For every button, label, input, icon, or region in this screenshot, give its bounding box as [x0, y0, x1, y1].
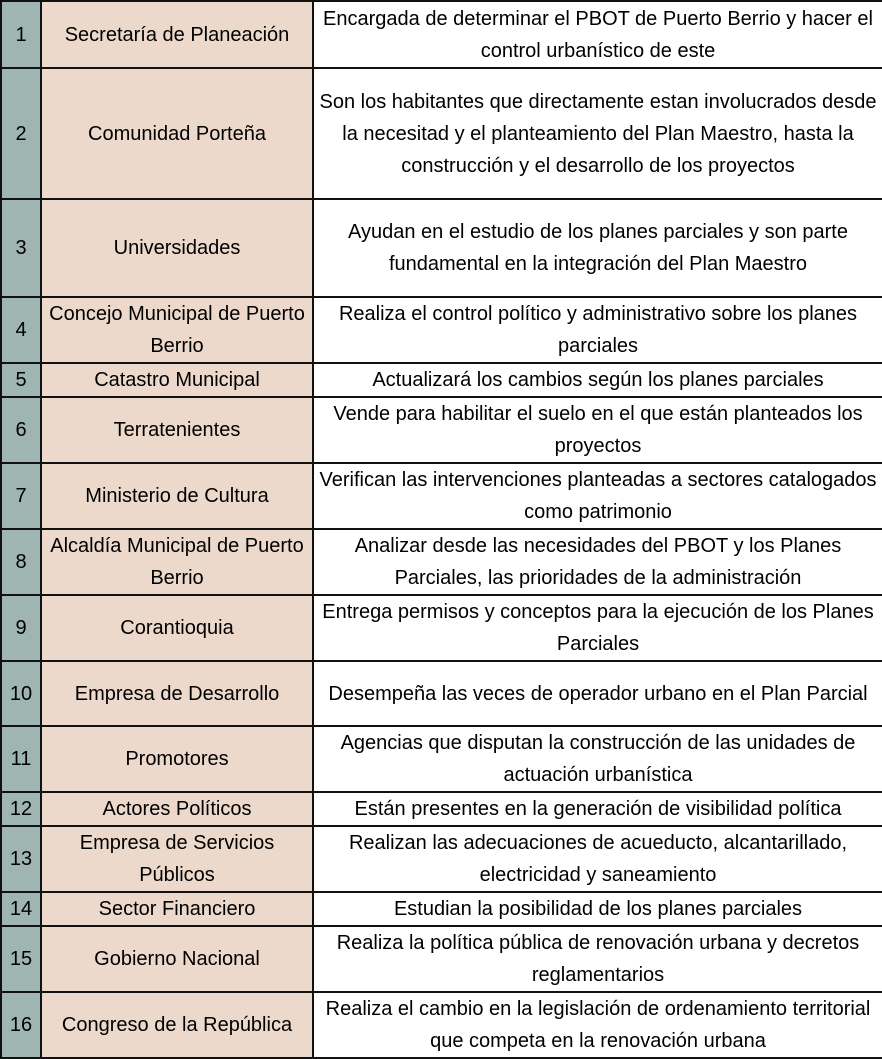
actor-description: Realiza la política pública de renovación urbana y decretos reglamentarios [313, 926, 882, 992]
actor-name: Catastro Municipal [41, 363, 313, 397]
actor-description: Analizar desde las necesidades del PBOT y los Planes Parciales, las prioridades de la administración [313, 529, 882, 595]
table-row [1, 297, 882, 363]
table-row [1, 397, 882, 463]
actor-description: Vende para habilitar el suelo en el que están planteados los proyectos [313, 397, 882, 463]
actor-name: Concejo Municipal de Puerto Berrio [41, 297, 313, 363]
actor-description: Son los habitantes que directamente estan involucrados desde la necesitad y el planteamiento del Plan Maestro, hasta la construcción y el desarrollo de los proyectos [313, 68, 882, 199]
table-row [1, 826, 882, 892]
row-number: 9 [1, 595, 41, 661]
actor-name: Empresa de Desarrollo [41, 661, 313, 726]
actor-name: Gobierno Nacional [41, 926, 313, 992]
table-row [1, 792, 882, 826]
row-number: 12 [1, 792, 41, 826]
actor-name: Corantioquia [41, 595, 313, 661]
actor-description: Están presentes en la generación de visibilidad política [313, 792, 882, 826]
table-row [1, 726, 882, 792]
table-row [1, 529, 882, 595]
actor-name: Terratenientes [41, 397, 313, 463]
row-number: 6 [1, 397, 41, 463]
actor-description: Encargada de determinar el PBOT de Puerto Berrio y hacer el control urbanístico de este [313, 1, 882, 68]
table-row [1, 1, 882, 68]
actor-description: Realizan las adecuaciones de acueducto, alcantarillado, electricidad y saneamiento [313, 826, 882, 892]
row-number: 8 [1, 529, 41, 595]
actor-description: Ayudan en el estudio de los planes parciales y son parte fundamental en la integración del Plan Maestro [313, 199, 882, 297]
table-row [1, 199, 882, 297]
actor-name: Empresa de Servicios Públicos [41, 826, 313, 892]
actor-description: Agencias que disputan la construcción de las unidades de actuación urbanística [313, 726, 882, 792]
actor-name: Promotores [41, 726, 313, 792]
table-row [1, 463, 882, 529]
row-number: 2 [1, 68, 41, 199]
table-row [1, 992, 882, 1058]
row-number: 1 [1, 1, 41, 68]
actor-description: Realiza el cambio en la legislación de ordenamiento territorial que competa en la renovación urbana [313, 992, 882, 1058]
actor-description: Actualizará los cambios según los planes parciales [313, 363, 882, 397]
actor-description: Estudian la posibilidad de los planes parciales [313, 892, 882, 926]
row-number: 7 [1, 463, 41, 529]
row-number: 3 [1, 199, 41, 297]
actor-name: Actores Políticos [41, 792, 313, 826]
actor-description: Entrega permisos y conceptos para la ejecución de los Planes Parciales [313, 595, 882, 661]
actor-description: Realiza el control político y administrativo sobre los planes parciales [313, 297, 882, 363]
row-number: 16 [1, 992, 41, 1058]
actor-name: Secretaría de Planeación [41, 1, 313, 68]
row-number: 5 [1, 363, 41, 397]
actor-name: Universidades [41, 199, 313, 297]
actor-name: Comunidad Porteña [41, 68, 313, 199]
row-number: 15 [1, 926, 41, 992]
table-row [1, 892, 882, 926]
actor-description: Desempeña las veces de operador urbano en el Plan Parcial [313, 661, 882, 726]
actor-name: Alcaldía Municipal de Puerto Berrio [41, 529, 313, 595]
actor-name: Congreso de la República [41, 992, 313, 1058]
row-number: 11 [1, 726, 41, 792]
row-number: 14 [1, 892, 41, 926]
row-number: 13 [1, 826, 41, 892]
table-row [1, 661, 882, 726]
actor-description: Verifican las intervenciones planteadas a sectores catalogados como patrimonio [313, 463, 882, 529]
table-row [1, 363, 882, 397]
table-row [1, 68, 882, 199]
table-row [1, 595, 882, 661]
actor-name: Ministerio de Cultura [41, 463, 313, 529]
table-row [1, 926, 882, 992]
row-number: 10 [1, 661, 41, 726]
actor-name: Sector Financiero [41, 892, 313, 926]
row-number: 4 [1, 297, 41, 363]
